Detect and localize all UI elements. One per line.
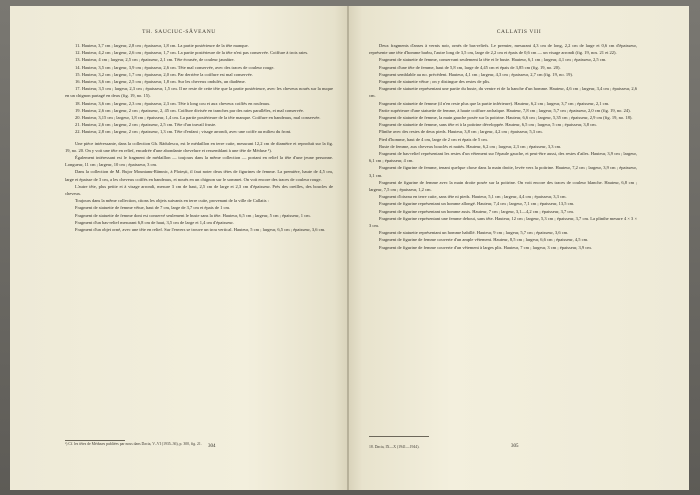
paragraph: Fragment d'un bas-relief mesurant 6,8 cm de haut, 3,5 cm de large et 1,4 cm d'épaisseur. bbox=[75, 219, 234, 225]
running-header: TH. SAUCIUC-SĂVEANU bbox=[142, 29, 216, 35]
paragraph: L'autre tête, plus petite et à visage arrondi, mesure 3 cm de haut, 2,5 cm de large et 2,3 cm d'épaisseur. Près des oreilles, des boucles de cheveux. bbox=[65, 183, 333, 197]
signature-note: 18. Dacia, IX—X (1941—1944). bbox=[369, 445, 420, 449]
paragraph: 19. Hauteur, 2,6 cm ; largeur, 2 cm ; épaisseur, 2, 45 cm. Coiffure divisée en tranches par des raies parallèles, et mal conservée. bbox=[75, 107, 304, 113]
paragraph: 21. Hauteur, 2,6 cm ; largeur, 2 cm ; épaisseur, 2,5 cm. Tête d'un travail fruste. bbox=[75, 122, 217, 128]
paragraph: Dans la collection de M. Bujor Mountanu-Rămnic, à Ploiești, il faut noter deux têtes de figurines de femme. La première, haute de 4,5 cm, large et épaisse de 3 cm, a les cheveux coiffés en bandeaux, et noués en un chignon sur le sommet. On voit encore des traces de couleur rouge. bbox=[65, 169, 333, 182]
footnote: ¹) Cf. les têtes de Méduses publiées par nous dans Dacia, V–VI (1935–36), p. 300, fig. 21. bbox=[65, 442, 202, 446]
paragraph: Fragment de figurine de femme couverte d'un vêtement à larges plis. Hauteur, 7 cm ; largeur, 3 cm ; épaisseur, 3,9 cm. bbox=[379, 244, 592, 250]
paragraph: Fragment de statuette de femme vêtue, haut de 7 cm, large de 3,7 cm et épais de 1 cm. bbox=[75, 205, 231, 211]
paragraph: Fragment de figurine représentant une femme debout, sans tête. Hauteur, 12 cm ; largeur, 5,3 cm ; épaisseur, 3,7 cm. La plinthe mesure 4 × 3 × 3 cm. bbox=[369, 215, 637, 229]
paragraph: Toujours dans la même collection, citons les objets suivants en terre cuite, provenant de la ville de Callatis : bbox=[75, 198, 269, 204]
footer-divider bbox=[369, 436, 429, 437]
paragraph: Fragment de statuette de femme (il n'en reste plus que la partie inférieure). Hauteur, 6,2 cm ; largeur, 3,7 cm ; épaisseur, 2,1 cm. bbox=[379, 100, 610, 106]
paragraph: Fragment de statuette de femme, la main gauche posée sur la poitrine. Hauteur, 6,6 cm ; largeur, 5,35 cm ; épaisseur, 2,9 cm (fig. 19, no. 18). bbox=[379, 115, 633, 121]
paragraph: 14. Hauteur, 3,5 cm ; largeur, 3,9 cm ; épaisseur, 2,6 cm. Tête mal conservée, avec des traces de couleur rouge. bbox=[75, 64, 275, 70]
footnote-divider bbox=[65, 440, 125, 441]
paragraph: 11. Hauteur, 3,7 cm ; largeur, 2,8 cm ; épaisseur, 1,8 cm. La partie postérieure de la tête manque. bbox=[75, 43, 249, 48]
page-number: 305 bbox=[511, 444, 519, 449]
paragraph: Pied d'homme, haut de 4 cm, large de 2 cm et épais de 5 cm. bbox=[379, 136, 488, 142]
paragraph: Deux fragments d'anses à vernis noir, ornés de bas-reliefs. Le premier, mesurant 4,3 cm de long, 2,2 cm de large et 0,6 cm d'épaisseur, représente une tête d'homme barbu, l'autre long de 3,5 cm, large de 2,2 cm et épais de 0,6 cm — un visage arrondi (fig. 19, nos. 21 et 22). bbox=[369, 43, 637, 56]
right-page bbox=[349, 6, 689, 490]
text-column bbox=[65, 42, 333, 233]
paragraph: Fragment d'une tête de femme, haut de 5,8 cm, large de 4,45 cm et épais de 3,85 cm (fig. 19, no. 20). bbox=[379, 64, 561, 70]
paragraph: Fragment de statuette de femme, sans tête et à la poitrine développée. Hauteur, 6,5 cm ; largeur, 5 cm ; épaisseur, 3,8 cm. bbox=[379, 122, 597, 128]
left-page bbox=[10, 6, 349, 490]
paragraph: 12. Hauteur, 4,2 cm ; largeur, 2,6 cm ; épaisseur, 1,7 cm. La partie postérieure de la tête n'est pas conservée. Coiffure à trois raies. bbox=[75, 50, 309, 56]
paragraph: Fragment de statuette représentant une partie du buste, du ventre et de la hanche d'un homme. Hauteur, 4,6 cm ; largeur, 3,4 cm ; épaisseur, 2,6 cm. bbox=[369, 86, 637, 99]
running-header: CALLATIS VIII bbox=[496, 29, 542, 35]
paragraph: 16. Hauteur, 3,6 cm ; largeur, 2,5 cm ; épaisseur, 1,8 cm. Sur les cheveux ondulés, un diadème. bbox=[75, 79, 246, 85]
paragraph: Fragment de figurine représentant un homme allongé. Hauteur, 7,4 cm ; largeur, 7,1 cm ; épaisseur, 13,5 cm. bbox=[379, 201, 575, 207]
paragraph: 13. Hauteur, 4 cm ; largeur, 2,5 cm ; épaisseur, 2,1 cm. Tête écrasée, de couleur jaunâtre. bbox=[75, 57, 235, 63]
paragraph: Fragment de statuette de femme, conservant seulement la tête et le buste. Hauteur, 6,1 cm ; largeur, 4,1 cm ; épaisseur, 2,5 cm. bbox=[379, 57, 607, 63]
paragraph: 20. Hauteur, 3,15 cm ; largeur, 1,8 cm ; épaisseur, 1,4 cm. La partie postérieure de la tête manque. Coiffure en bandeaux, mal conservée. bbox=[75, 115, 321, 121]
paragraph: Fragment de figurine de femme, tenant quelque chose dans la main droite, levée vers la poitrine. Hauteur, 7,2 cm ; largeur, 3,9 cm ; épaisseur, 3,1 cm. bbox=[369, 165, 637, 178]
paragraph: Également intéressant est le fragment de médaillon — toujours dans la même collection — portant en relief la tête d'une jeune personne. Longueur, 11 cm ; largeur, 10 cm ; épaisseur, 3 cm. bbox=[65, 155, 333, 168]
paragraph: Fragment semblable au no. précédent. Hauteur, 4,1 cm ; largeur, 4,3 cm ; épaisseur, 2,7 cm (fig. 19, no. 19). bbox=[379, 71, 573, 77]
paragraph: Fragment de statuette représentant un homme habillé. Hauteur, 9 cm ; largeur, 5,7 cm ; épaisseur, 3,6 cm. bbox=[379, 230, 569, 236]
paragraph: Buste de femme, aux cheveux bouclés et nattés. Hauteur, 6,2 cm ; largeur, 2,3 cm ; épaisseur, 3,3 cm. bbox=[379, 143, 562, 149]
paragraph: Fragment de figurine de femme avec la main droite posée sur la poitrine. On voit encore des traces de couleur blanche. Hauteur, 6,8 cm ; largeur, 7,5 cm ; épaisseur, 1,2 cm. bbox=[369, 179, 637, 193]
text-column bbox=[369, 42, 637, 251]
page-number: 304 bbox=[208, 444, 216, 449]
paragraph: 17. Hauteur, 3,5 cm ; largeur, 2,3 cm ; épaisseur, 1,5 cm. Il ne reste de cette tête que la partie postérieure, avec les cheveux noués sur la nuque en un chignon partagé en deux (fig. 19, no. 15). bbox=[65, 86, 333, 99]
paragraph: Partie supérieure d'une statuette de femme, à haute coiffure archaïque. Hauteur, 7,8 cm ; largeur, 5,7 cm ; épaisseur, 2,0 cm (fig. 19, no. 24). bbox=[379, 107, 631, 113]
paragraph: Fragment de statuette de femme dont est conservé seulement le buste sans la tête. Hauteur, 6,5 cm ; largeur, 5 cm ; épaisseur, 1 cm. bbox=[75, 212, 311, 218]
paragraph: Fragment d'oiseau en terre cuite, sans tête ni pieds. Hauteur, 5,1 cm ; largeur, 4,4 cm ; épaisseur, 3,3 cm. bbox=[379, 194, 567, 200]
paragraph: Fragment de statuette vêtue ; on y distingue des restes de plis. bbox=[379, 79, 491, 85]
paragraph: Fragment d'un objet orné, avec une tête en relief. Sur l'envers se trouve un trou vertical. Hauteur, 5 cm ; largeur, 6,5 cm ; épaisseur, 3,6 cm. bbox=[75, 227, 326, 233]
paragraph: Une pièce intéressante, dans la collection Gh. Rădulescu, est le médaillon en terre cuite, mesurant 12,2 cm de diamètre et reproduit sur la fig. 19, no. 20. On y voit une tête en relief, encadrée d'une abondante chevelure et ressemblant à une tête de Méduse ¹). bbox=[65, 140, 333, 153]
paragraph: 18. Hauteur, 3,6 cm ; largeur, 2,3 cm ; épaisseur, 2,3 cm. Tête à long cou et aux cheveux coiffés en rouleaux. bbox=[75, 100, 271, 106]
paragraph: Fragment de figurine de femme couverte d'un ample vêtement. Hauteur, 8,5 cm ; largeur, 6,6 cm ; épaisseur, 4,5 cm. bbox=[379, 237, 589, 243]
paragraph: Fragment de bas-relief représentant les restes d'un vêtement sur l'épaule gauche, et peut-être aussi, des restes d'ailes. Hauteur, 3,9 cm ; largeur, 6,1 cm ; épaisseur, 4 cm. bbox=[369, 151, 637, 164]
paragraph: 22. Hauteur, 2,8 cm ; largeur, 2 cm ; épaisseur, 1,3 cm. Tête d'enfant ; visage arrondi, avec une coiffe au milieu du front. bbox=[75, 129, 292, 135]
paragraph: 15. Hauteur, 3,2 cm ; largeur, 1,7 cm ; épaisseur, 2,0 cm. Par derrière la coiffure est mal conservée. bbox=[75, 71, 253, 77]
paragraph: Plinthe avec des restes de deux pieds. Hauteur, 3,8 cm ; largeur, 4,2 cm ; épaisseur, 5,3 cm. bbox=[379, 129, 543, 135]
paragraph: Fragment de figurine représentant un homme assis. Hauteur, 7 cm ; largeur, 3,1—4,2 cm ; épaisseur, 3,7 cm. bbox=[379, 208, 574, 214]
